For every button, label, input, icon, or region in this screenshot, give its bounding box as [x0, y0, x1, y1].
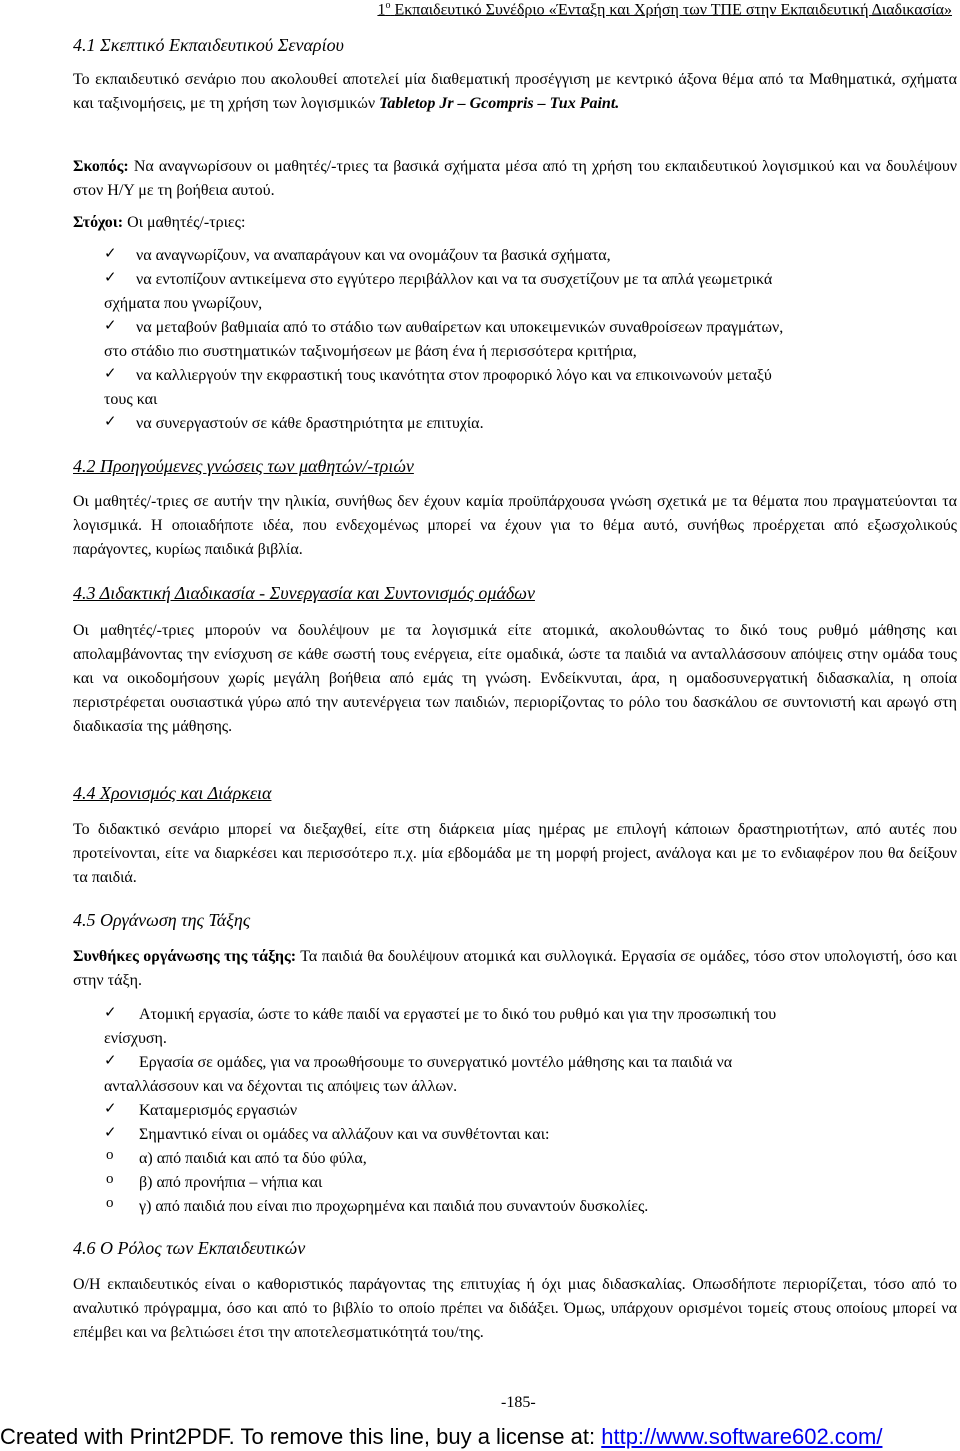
section-title-4-6: 4.6 Ο Ρόλος των Εκπαιδευτικών [73, 1238, 306, 1258]
group-criterion: γ) από παιδιά που είναι πιο προχωρημένα και παιδιά που συναντούν δυσκολίες. [139, 1198, 649, 1215]
section-title-4-2: 4.2 Προηγούμενες γνώσεις των μαθητών/-τριών [73, 456, 414, 476]
section-title-4-5: 4.5 Οργάνωση της Τάξης [73, 910, 251, 930]
group-criterion: β) από προνήπια – νήπια και [139, 1174, 323, 1191]
check-icon: ✓ [104, 270, 117, 286]
teaching-process-paragraph: Οι μαθητές/-τριες μπορούν να δουλέψουν με τα λογισμικά είτε ατομικά, ακολουθώντας το δικό τους ρυθμό μάθησης και απολαμβάνοντας την ενίσχυση σε κάθε σωστή τους ενέργεια, είτε ομαδικά, ώστε τα παιδιά να ανταλλάσσουν απόψεις στην ομάδα τους και να οικοδομήσουν χωρίς μεγάλη βοήθεια από εμάς τη γνώση. Ενδείκνυται, άρα, η ομαδοσυνεργατική διδασκαλία, η οποία περιστρέφεται ουσιαστικά γύρω από την αυτενέργεια των παιδιών, περιορίζοντας το ρόλο του δασκάλου σε συντονιστή και αρωγό στη διαδικασία της μάθησης. [73, 622, 957, 735]
bullet-icon: o [106, 1171, 114, 1187]
check-icon: ✓ [104, 1125, 117, 1141]
check-icon: ✓ [104, 366, 117, 382]
check-icon: ✓ [104, 1005, 117, 1021]
organization-item: Καταμερισμός εργασιών [139, 1102, 298, 1119]
organization-item: Ατομική εργασία, ώστε το κάθε παιδί να εργαστεί με το δικό του ρυθμό και για την προσωπική του [139, 1006, 777, 1023]
objective-item: να καλλιεργούν την εκφραστική τους ικανότητα στον προφορικό λόγο και να επικοινωνούν μεταξύ [136, 367, 772, 384]
header-text: Εκπαιδευτικό Συνέδριο «Ένταξη και Χρήση των ΤΠΕ στην Εκπαιδευτική Διαδικασία» [394, 1, 952, 19]
goal-paragraph: Σκοπός: Να αναγνωρίσουν οι μαθητές/-τριες τα βασικά σχήματα μέσα από τη χρήση του εκπαιδευτικού λογισμικού και να δουλέψουν στον Η/Υ με τη βοήθεια αυτού. [73, 158, 957, 199]
check-icon: ✓ [104, 1101, 117, 1117]
objective-item-cont: στο στάδιο πιο συστηματικών ταξινομήσεων με βάση ένα ή περισσότερα κριτήρια, [104, 343, 637, 360]
organization-item-cont: ενίσχυση. [104, 1030, 167, 1047]
class-organization-label: Συνθήκες οργάνωσης της τάξης: [73, 948, 297, 965]
section-title-4-1: 4.1 Σκεπτικό Εκπαιδευτικού Σεναρίου [73, 35, 344, 55]
print2pdf-footer: Created with Print2PDF. To remove this line, buy a license at: http://www.software602.com/ [0, 1424, 883, 1449]
timing-paragraph: Το διδακτικό σενάριο μπορεί να διεξαχθεί, είτε στη διάρκεια μίας ημέρας με επιλογή κάποιων δραστηριοτήτων, από αυτές που προτείνονται, είτε να διαρκέσει και περισσότερο π.χ. μία εβδομάδα με τη μορφή project, ανάλογα και με το ενδιαφέρον που θα δείξουν τα παιδιά. [73, 821, 957, 886]
bullet-icon: o [106, 1147, 114, 1163]
prior-knowledge-paragraph: Οι μαθητές/-τριες σε αυτήν την ηλικία, συνήθως δεν έχουν καμία προϋπάρχουσα γνώση σχετικά με τα θέματα που πραγματεύονται τα λογισμικά. Η οποιαδήποτε ιδέα, που ενδεχομένως μπορεί να έχουν για το θέμα αυτό, συνήθως προέρχεται από εξωσχολικούς παράγοντες, κυρίως παιδικά βιβλία. [73, 493, 957, 558]
check-icon: ✓ [104, 1053, 117, 1069]
objectives-label: Στόχοι: [73, 214, 124, 231]
check-icon: ✓ [104, 318, 117, 334]
objective-item: να συνεργαστούν σε κάθε δραστηριότητα με επιτυχία. [136, 415, 484, 432]
objective-item: να εντοπίζουν αντικείμενα στο εγγύτερο περιβάλλον και να τα συσχετίζουν με τα απλά γεωμετρικά [136, 271, 773, 288]
organization-item-cont: ανταλλάσσουν και να δέχονται τις απόψεις των άλλων. [104, 1078, 458, 1095]
section-title-4-4: 4.4 Χρονισμός και Διάρκεια [73, 783, 272, 803]
check-icon: ✓ [104, 246, 117, 262]
scenario-intro: Το εκπαιδευτικό σενάριο που ακολουθεί αποτελεί μία διαθεματική προσέγγιση με κεντρικό άξονα θέμα από τα Μαθηματικά, σχήματα και ταξινομήσεις, με τη χρήση των λογισμικών Tabletop Jr – Gcompris – Tux Paint. [73, 71, 957, 112]
license-link[interactable]: http://www.software602.com/ [601, 1424, 883, 1449]
objective-item-cont: σχήματα που γνωρίζουν, [104, 295, 263, 312]
bullet-icon: o [106, 1195, 114, 1211]
organization-item: Σημαντικό είναι οι ομάδες να αλλάζουν και να συνθέτονται και: [139, 1126, 550, 1143]
section-title-4-3: 4.3 Διδακτική Διαδικασία - Συνεργασία και Συντονισμός ομάδων [73, 583, 535, 603]
objective-item: να μεταβούν βαθμιαία από το στάδιο των αυθαίρετων και υποκειμενικών συναθροίσεων πραγμάτων, [136, 319, 784, 336]
objectives-paragraph: Στόχοι: Οι μαθητές/-τριες: [73, 214, 246, 231]
class-organization-paragraph: Συνθήκες οργάνωσης της τάξης: Τα παιδιά θα δουλέψουν ατομικά και συλλογικά. Εργασία σε ομάδες, τόσο στον υπολογιστή, όσο και στην τάξη. [73, 948, 957, 989]
objective-item-cont: τους και [104, 391, 158, 408]
page-number: -185- [501, 1394, 536, 1411]
running-header: $1^o$ Εκπαιδευτικό Συνέδριο «Ένταξη και Χρήση των ΤΠΕ στην Εκπαιδευτική Διαδικασία» [377, 0, 952, 19]
goal-label: Σκοπός: [73, 158, 129, 175]
organization-item: Εργασία σε ομάδες, για να προωθήσουμε το συνεργατικό μοντέλο μάθησης και τα παιδιά να [139, 1054, 733, 1071]
group-criterion: α) από παιδιά και από τα δύο φύλα, [139, 1150, 367, 1167]
software-names: Tabletop Jr – Gcompris – Tux Paint. [379, 95, 620, 112]
teacher-role-paragraph: Ο/Η εκπαιδευτικός είναι ο καθοριστικός παράγοντας της επιτυχίας ή όχι μιας διδασκαλίας. Οπωσδήποτε περιορίζεται, τόσο από το αναλυτικό πρόγραμμα, όσο και από το βιβλίο το οποίο πρέπει να διδάξει. Όμως, υπάρχουν ορισμένοι τομείς στους οποίους μπορεί να επέμβει και να βελτιώσει έτσι την αποτελεσματικότητά του/της. [73, 1276, 957, 1341]
check-icon: ✓ [104, 414, 117, 430]
objective-item: να αναγνωρίζουν, να αναπαράγουν και να ονομάζουν τα βασικά σχήματα, [136, 247, 611, 264]
